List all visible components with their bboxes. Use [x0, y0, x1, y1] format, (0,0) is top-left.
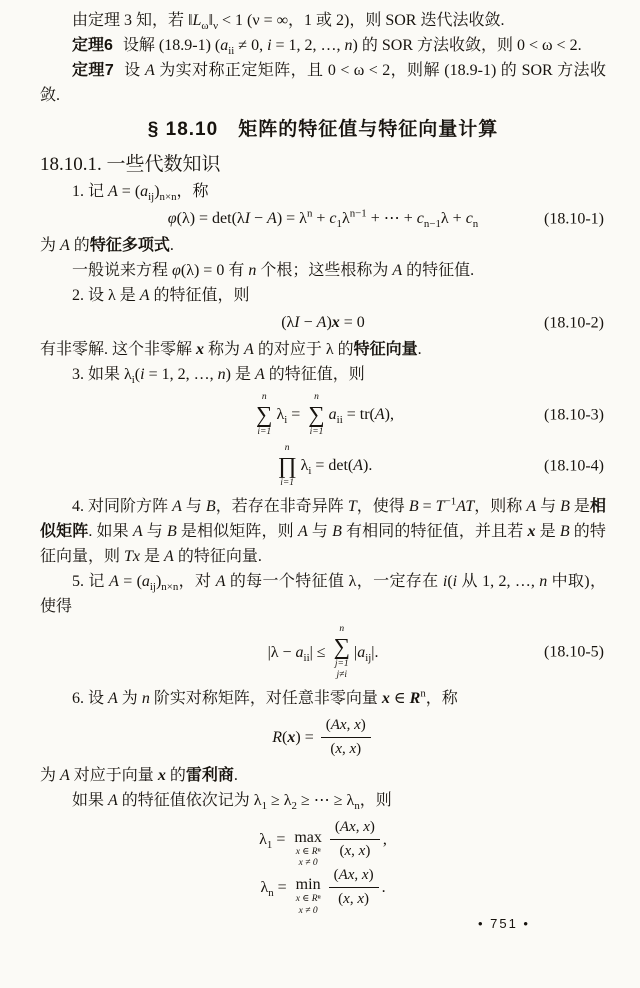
sum-upper-limit: n — [339, 623, 345, 634]
max-condition-2: x ≠ 0 — [298, 858, 318, 869]
theorem-7-body: 设 A 为实对称正定矩阵，且 0 < ω < 2，则解 (18.9-1) 的 SOR 方法收敛. — [40, 62, 606, 104]
equation-18-10-5-rhs: $|a_{ij}|$. — [353, 643, 379, 665]
sum-2-lower-limit: i=1 — [309, 427, 324, 438]
product-upper-limit: n — [284, 442, 290, 453]
sum-lower-limit-2: j≠i — [336, 669, 348, 680]
lambda-max-punctuation: , — [382, 831, 387, 849]
equation-rayleigh-quotient — [40, 716, 606, 759]
equation-18-10-3-rhs: $a_{ii} = tr(A)$, — [328, 406, 394, 427]
lambda-min-lhs: $\lambda_n$ = — [260, 878, 291, 899]
equation-18-10-1-body: $\varphi(\lambda) = \det(\lambda I - A) = \lambda^n + c_1\lambda^{n-1}$ + ⋯ + $c_{n-1}\lambda + c_n$ — [167, 207, 479, 231]
item-4-paragraph: 4. 对同阶方阵 A 与 B，若存在非奇异阵 T，使得 $B = T^{-1}AT$，则称 A 与 B 是相似矩阵. 如果 A 与 B 是相似矩阵，则 A 与 B 有相同的特征值，并且若 x 是 B 的特征向量，则 Tx 是 A 的特征向量. — [40, 495, 606, 565]
sum-operator-2 — [308, 392, 324, 438]
equation-18-10-3-mid: $\lambda_i$ = — [276, 406, 305, 427]
sum-1-lower-limit: i=1 — [257, 427, 272, 438]
item-1-lead: 1. 记 $A = (a_{ij})_{n\times n}$，称 — [72, 183, 209, 204]
sigma-symbol: ∑ — [256, 401, 273, 427]
lambda-min-punctuation: . — [381, 878, 386, 896]
intro-paragraph: 由定理 3 知，若 $‖L_\omega‖_\nu < 1$ (ν = ∞，1 或 2)，则 SOR 迭代法收敛. — [72, 12, 505, 33]
min-condition-1: x ∈ Rⁿ — [295, 894, 321, 905]
equation-18-10-4-tag: (18.10-4) — [544, 457, 604, 475]
min-condition-2: x ≠ 0 — [298, 905, 318, 916]
max-operator — [294, 829, 322, 870]
equation-18-10-2-body: (λI − A)x = 0 — [281, 314, 365, 331]
lambda-max-lhs: $\lambda_1$ = — [259, 831, 290, 852]
min-operator — [296, 876, 321, 917]
equation-18-10-4-rhs: $\lambda_i = \det(A)$. — [300, 457, 373, 478]
theorem-6 — [40, 33, 606, 58]
lambda-max-fraction — [330, 818, 380, 861]
sigma-symbol: ∑ — [333, 633, 350, 659]
lambda-min-fraction — [329, 866, 379, 909]
sum-operator-1 — [256, 392, 272, 438]
product-lower-limit: i=1 — [280, 478, 294, 489]
subsection-heading: 18.10.1. 一些代数知识 — [40, 154, 221, 175]
equation-lambda-min — [40, 866, 606, 916]
theorem-6-label: 定理6 — [72, 37, 113, 54]
pi-symbol: ∏ — [277, 452, 297, 478]
sum-lower-limit-1: j=1 — [334, 659, 349, 670]
sum-1-upper-limit: n — [261, 392, 267, 402]
equation-lambda-max — [40, 818, 606, 869]
sum-operator-gershgorin — [334, 624, 350, 681]
min-label: min — [295, 876, 321, 894]
equation-18-10-5-tag: (18.10-5) — [544, 643, 604, 661]
item-6-after: 为 A 对应于向量 x 的雷利商. — [40, 767, 238, 785]
fraction-numerator: (Ax, x) — [321, 716, 371, 738]
theorem-7-label: 定理7 — [72, 62, 114, 79]
item-3-lead: 3. 如果 $\lambda_i(i = 1$, 2, …, n) 是 A 的特征值，则 — [72, 366, 365, 387]
equation-18-10-1-tag: (18.10-1) — [544, 210, 604, 227]
max-label: max — [294, 828, 322, 846]
rayleigh-fraction — [321, 716, 371, 759]
sum-2-upper-limit: n — [314, 392, 319, 402]
item-1-after: 为 A 的特征多项式. — [40, 237, 174, 254]
equation-18-10-5-lhs: $|\lambda - a_{ii}|$ ≤ — [267, 643, 330, 665]
fraction-denominator: (x, x) — [339, 843, 371, 860]
fraction-numerator: (Ax, x) — [330, 818, 380, 840]
sigma-symbol: ∑ — [308, 401, 325, 427]
item-2-after: 有非零解. 这个非零解 x 称为 A 的对应于 λ 的特征向量. — [40, 341, 422, 358]
theorem-6-body: 设解 (18.9-1) ($a_{ii} \ne 0$, i = 1, 2, …, n) 的 SOR 方法收敛，则 0 < ω < 2. — [122, 37, 582, 58]
equation-18-10-4 — [40, 443, 606, 489]
item-5-paragraph: 5. 记 $A = (a_{ij})_{n\times n}$，对 A 的每一个特征值 λ，一定存在 i(i 从 1, 2, …, n 中取)，使得 — [40, 572, 606, 615]
product-operator — [278, 443, 297, 489]
fraction-denominator: (x, x) — [330, 740, 362, 757]
equation-18-10-1 — [40, 206, 606, 231]
equation-18-10-3-tag: (18.10-3) — [544, 406, 604, 424]
equation-18-10-3 — [40, 392, 606, 438]
fraction-numerator: (Ax, x) — [329, 866, 379, 888]
equation-18-10-2 — [40, 310, 606, 335]
section-heading: § 18.10 矩阵的特征值与特征向量计算 — [147, 119, 499, 140]
page-number: • 751 • — [477, 916, 530, 932]
rayleigh-lhs: R(x) = — [272, 728, 318, 746]
item-1-note: 一般说来方程 φ(λ) = 0 有 n 个根；这些根称为 A 的特征值. — [72, 262, 475, 279]
max-condition-1: x ∈ Rⁿ — [295, 846, 321, 857]
item-6-note: 如果 A 的特征值依次记为 $\lambda_1 \ge \lambda_2$ ≥ ⋯ ≥ $\lambda_n$，则 — [72, 792, 392, 813]
item-6-lead: 6. 设 A 为 n 阶实对称矩阵，对任意非零向量 x ∈ $R^n$，称 — [72, 687, 458, 707]
theorem-7 — [40, 58, 606, 108]
equation-18-10-5 — [40, 624, 606, 681]
item-2-lead: 2. 设 λ 是 A 的特征值，则 — [72, 287, 250, 304]
equation-18-10-2-tag: (18.10-2) — [544, 314, 604, 331]
fraction-denominator: (x, x) — [338, 890, 369, 907]
